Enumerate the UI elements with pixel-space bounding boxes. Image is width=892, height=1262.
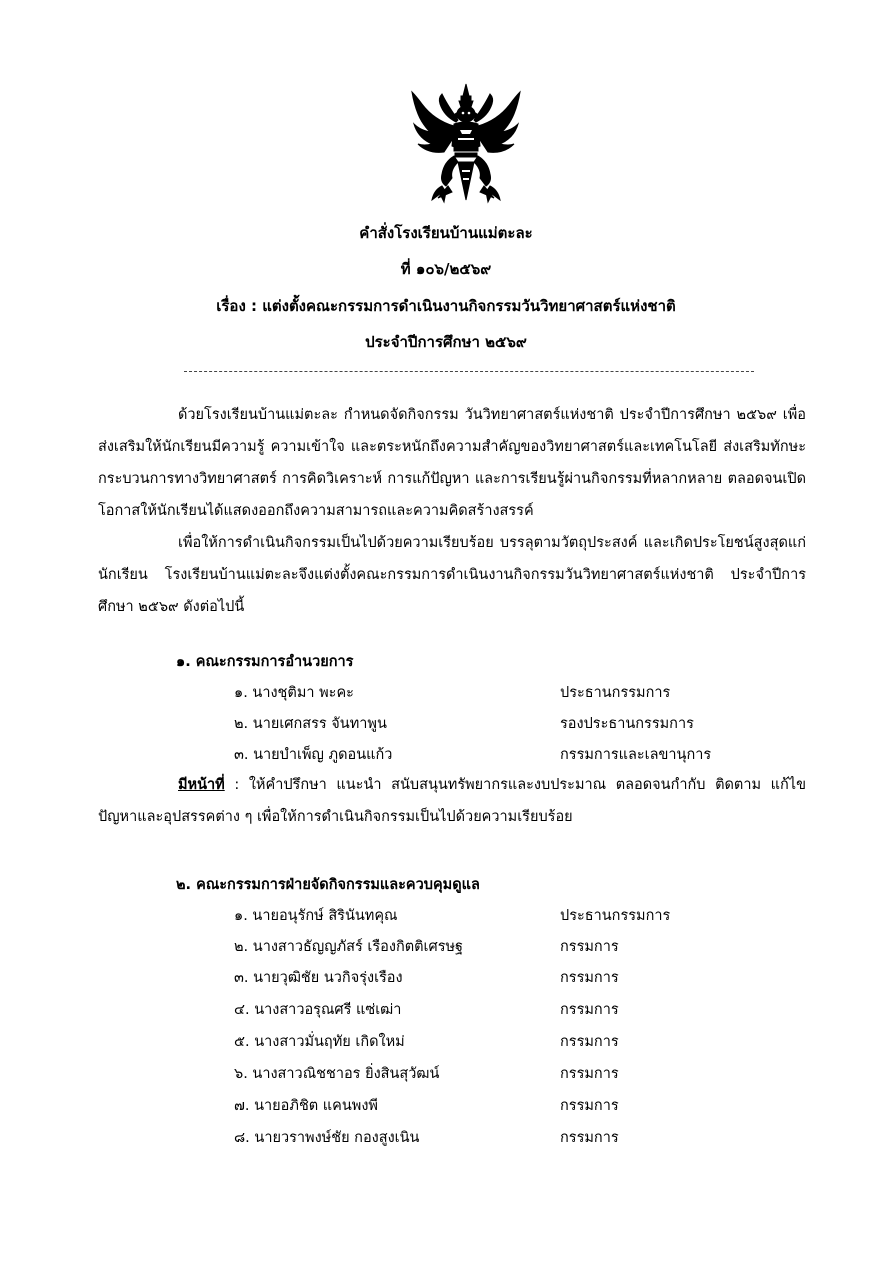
section-2-member-role: ประธานกรรมการ — [560, 908, 671, 924]
section-2-member-name: ๗. นายอภิชิต แคนพงพี — [234, 1098, 378, 1114]
section-1-member-role: กรรมการและเลขานุการ — [560, 747, 712, 763]
section-1-duty — [98, 769, 806, 833]
section-1-member-name: ๒. นายเศกสรร จันทาพูน — [234, 716, 387, 732]
section-2-member-name: ๘. นายวราพงษ์ชัย กองสูงเนิน — [234, 1130, 420, 1146]
section-2-member-name: ๔. นางสาวอรุณศรี แซ่เฒ่า — [234, 1002, 402, 1018]
section-2-member-role: กรรมการ — [560, 1130, 619, 1146]
section-2-member-role: กรรมการ — [560, 1066, 619, 1082]
paragraph-1: ด้วยโรงเรียนบ้านแม่ตะละ กำหนดจัดกิจกรรม วันวิทยาศาสตร์แห่งชาติ ประจำปีการศึกษา ๒๕๖๙ เพื่อส่งเสริมให้นักเรียนมีความรู้ ความเข้าใจ และตระหนักถึงความสำคัญของวิทยาศาสตร์และเทคโนโลยี ส่งเสริมทักษะกระบวนการทางวิทยาศาสตร์ การคิดวิเคราะห์ การแก้ปัญหา และการเรียนรู้ผ่านกิจกรรมที่หลากหลาย ตลอดจนเปิดโอกาสให้นักเรียนได้แสดงออกถึงความสามารถและความคิดสร้างสรรค์ — [98, 407, 806, 519]
section-2-member-role: กรรมการ — [560, 939, 619, 955]
section-1-member-name: ๑. นางชุติมา พะคะ — [234, 685, 354, 701]
section-1-member-role: ประธานกรรมการ — [560, 685, 671, 701]
paragraph-2: เพื่อให้การดำเนินกิจกรรมเป็นไปด้วยความเรียบร้อย บรรลุตามวัตถุประสงค์ และเกิดประโยชน์สูงสุดแก่นักเรียน โรงเรียนบ้านแม่ตะละจึงแต่งตั้งคณะกรรมการดำเนินงานกิจกรรมวันวิทยาศาสตร์แห่งชาติ ประจำปีการศึกษา ๒๕๖๙ ดังต่อไปนี้ — [98, 535, 806, 615]
order-title: คำสั่งโรงเรียนบ้านแม่ตะละ — [359, 224, 533, 242]
section-2-member-name: ๖. นางสาวณิชชาอร ยิ่งสินสุวัฒน์ — [234, 1066, 440, 1082]
section-2-member-name: ๑. นายอนุรักษ์ สิรินันทคุณ — [234, 908, 398, 924]
duty-paragraph — [98, 769, 806, 833]
garuda-emblem-icon — [408, 82, 524, 206]
section-1-member-role: รองประธานกรรมการ — [560, 716, 694, 732]
section-1-member-name: ๓. นายบำเพ็ญ ภูดอนแก้ว — [234, 747, 393, 763]
section-2-member-role: กรรมการ — [560, 1002, 619, 1018]
section-2-heading: ๒. คณะกรรมการฝ่ายจัดกิจกรรมและควบคุมดูแล — [176, 877, 480, 893]
order-number: ที่ ๑๐๖/๒๕๖๙ — [400, 260, 492, 278]
section-2-member-role: กรรมการ — [560, 1034, 619, 1050]
section-2-member-name: ๓. นายวุฒิชัย นวกิจรุ่งเรือง — [234, 970, 403, 986]
section-1-heading: ๑. คณะกรรมการอำนวยการ — [176, 654, 354, 670]
intro-paragraph — [98, 399, 806, 623]
section-2-member-role: กรรมการ — [560, 1098, 619, 1114]
duty-label: มีหน้าที่ — [178, 777, 225, 793]
section-2-member-name: ๕. นางสาวมั่นฤทัย เกิดใหม่ — [234, 1034, 405, 1050]
section-2-member-name: ๒. นางสาวธัญญภัสร์ เรืองกิตติเศรษฐ — [234, 939, 464, 955]
header-divider — [184, 371, 754, 372]
order-subject: เรื่อง : แต่งตั้งคณะกรรมการดำเนินงานกิจกรรมวันวิทยาศาสตร์แห่งชาติ — [216, 297, 676, 315]
section-2-member-role: กรรมการ — [560, 970, 619, 986]
duty-text: : ให้คำปรึกษา แนะนำ สนับสนุนทรัพยากรและงบประมาณ ตลอดจนกำกับ ติดตาม แก้ไขปัญหาและอุปสรรคต่าง ๆ เพื่อให้การดำเนินกิจกรรมเป็นไปด้วยความเรียบร้อย — [98, 777, 806, 825]
order-year: ประจำปีการศึกษา ๒๕๖๙ — [365, 333, 527, 351]
